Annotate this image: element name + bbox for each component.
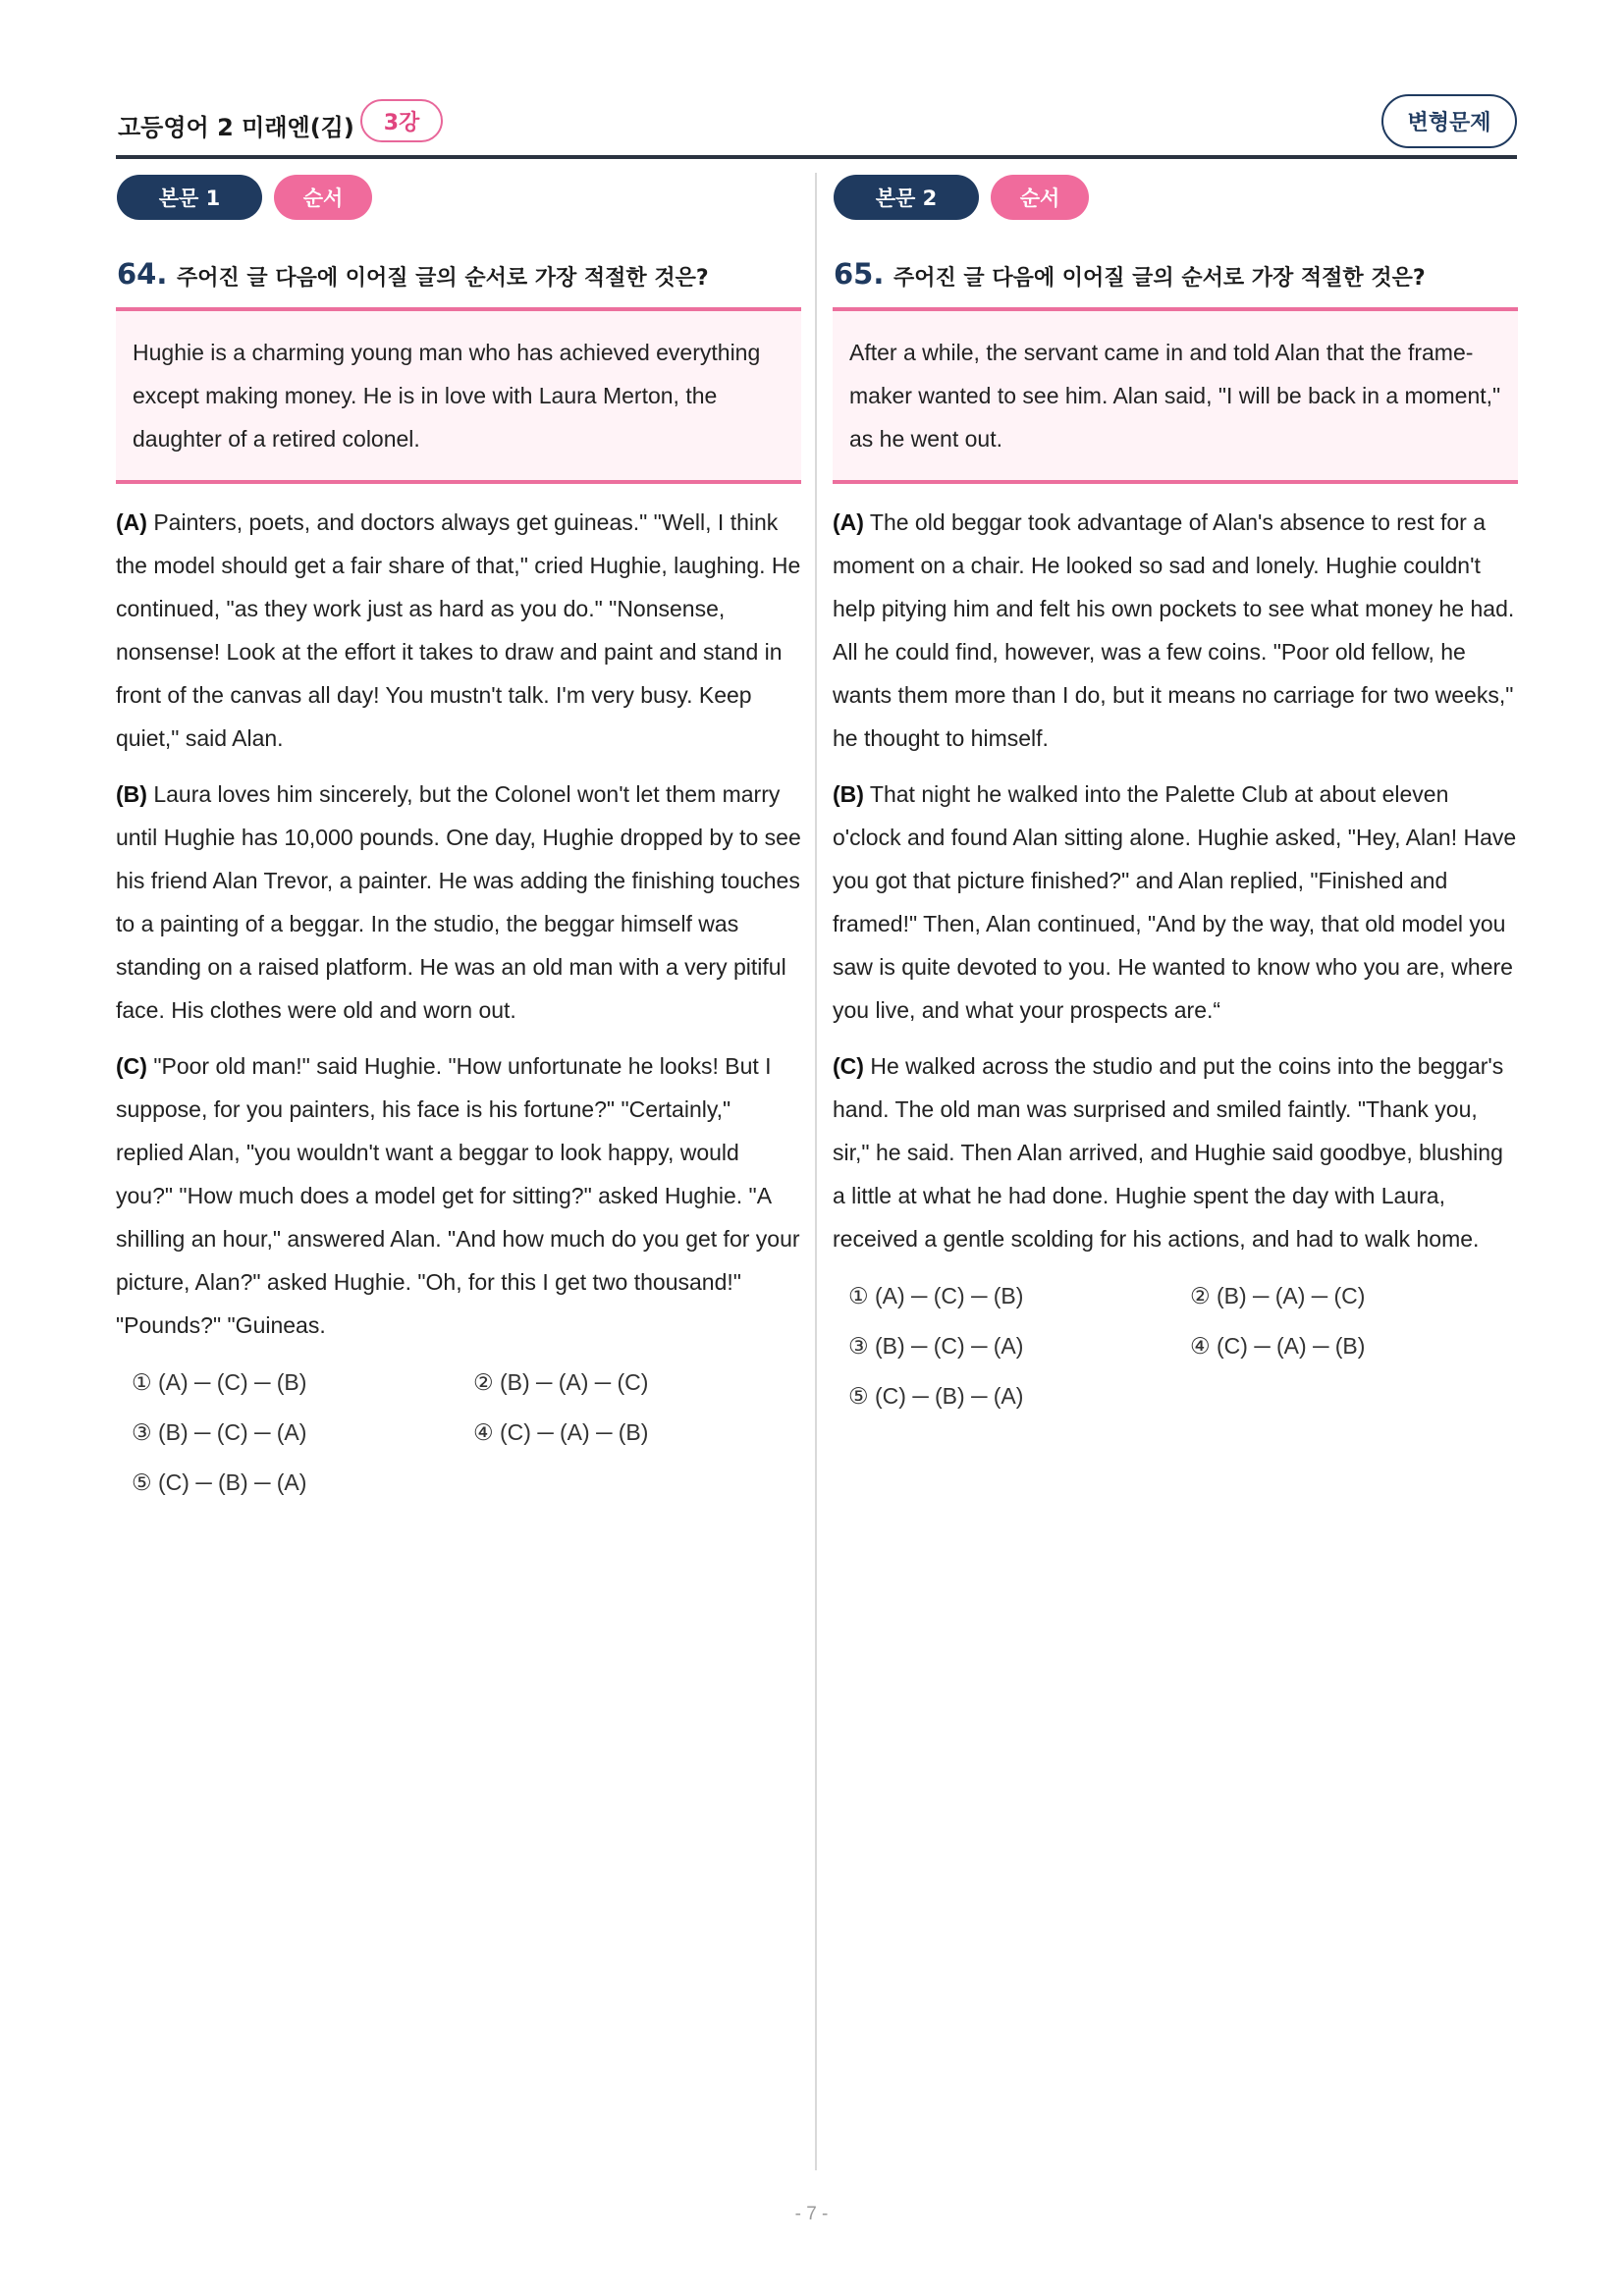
paragraph-text: Painters, poets, and doctors always get guineas." "Well, I think the model should get a fair share of that," cried Hughie, laughing. He continued, "as they work just as hard as you do." "Nonsense, nonsense! Look at the effort it takes to draw and paint and stand in front of the canvas all day! You mustn't talk. I'm very busy. Keep quiet," said Alan. <box>116 509 801 751</box>
question-line <box>116 257 801 294</box>
question-number: 65. <box>834 257 885 291</box>
paragraph-label: (B) <box>833 781 864 807</box>
choice-1[interactable]: ① (A) ─ (C) ─ (B) <box>848 1283 1024 1308</box>
given-passage: Hughie is a charming young man who has achieved everything except making money. He is in love with Laura Merton, the daughter of a retired colonel. <box>116 307 801 484</box>
paragraph-label: (C) <box>116 1053 147 1079</box>
left-column <box>116 173 801 1501</box>
paragraph-text: That night he walked into the Palette Club at about eleven o'clock and found Alan sitting alone. Hughie asked, "Hey, Alan! Have you got that picture finished?" and Alan replied, "Finished and framed!" Then, Alan continued, "And by the way, that old model you saw is quite devoted to you. He wanted to know who you are, where you live, and what your prospects are.“ <box>833 781 1517 1023</box>
column-divider <box>815 173 817 2170</box>
choice-2[interactable]: ② (B) ─ (A) ─ (C) <box>1190 1283 1366 1308</box>
paragraph-text: The old beggar took advantage of Alan's absence to rest for a moment on a chair. He looked so sad and lonely. Hughie couldn't help pitying him and felt his own pockets to see what money he had. All he could find, however, was a few coins. "Poor old fellow, he wants them more than I do, but it means no carriage for two weeks," he thought to himself. <box>833 509 1515 751</box>
paragraph-text: Laura loves him sincerely, but the Colonel won't let them marry until Hughie has 10,000 pounds. One day, Hughie dropped by to see his friend Alan Trevor, a painter. He was adding the finishing touches to a painting of a beggar. In the studio, the beggar himself was standing on a raised platform. He was an old man with a very pitiful face. His clothes were old and worn out. <box>116 781 801 1023</box>
tag-row <box>116 173 801 222</box>
paragraph-c <box>116 1044 801 1347</box>
choice-4[interactable]: ④ (C) ─ (A) ─ (B) <box>1190 1333 1366 1359</box>
answer-choices <box>116 1363 801 1501</box>
choice-4[interactable]: ④ (C) ─ (A) ─ (B) <box>473 1419 649 1445</box>
right-column <box>833 173 1518 1415</box>
choice-2[interactable]: ② (B) ─ (A) ─ (C) <box>473 1369 649 1395</box>
passage-tag: 본문 1 <box>117 175 262 220</box>
choice-5[interactable]: ⑤ (C) ─ (B) ─ (A) <box>848 1383 1024 1409</box>
paragraph-label: (C) <box>833 1053 864 1079</box>
question-number: 64. <box>117 257 168 291</box>
paragraph-label: (B) <box>116 781 147 807</box>
category-tag: 순서 <box>991 175 1089 220</box>
question-line <box>833 257 1518 294</box>
paragraph-a <box>833 501 1518 760</box>
paragraph-label: (A) <box>833 509 864 535</box>
choice-5[interactable]: ⑤ (C) ─ (B) ─ (A) <box>132 1469 307 1495</box>
page-header <box>116 94 1517 159</box>
question-text: 주어진 글 다음에 이어질 글의 순서로 가장 적절한 것은? <box>177 266 709 291</box>
paragraph-text: He walked across the studio and put the coins into the beggar's hand. The old man was surprised and smiled faintly. "Thank you, sir," he said. Then Alan arrived, and Hughie said goodbye, blushing a little at what he had done. Hughie spent the day with Laura, received a gentle scolding for his actions, and had to walk home. <box>833 1053 1504 1252</box>
lesson-badge: 3강 <box>360 99 443 142</box>
choice-1[interactable]: ① (A) ─ (C) ─ (B) <box>132 1369 307 1395</box>
paragraph-b <box>116 773 801 1032</box>
paragraph-label: (A) <box>116 509 147 535</box>
page-number: - 7 - <box>794 2204 829 2224</box>
header-rule <box>116 155 1517 159</box>
book-title: 고등영어 2 미래엔(김) <box>118 114 354 141</box>
tag-row <box>833 173 1518 222</box>
question-text: 주어진 글 다음에 이어질 글의 순서로 가장 적절한 것은? <box>893 266 1426 291</box>
category-tag: 순서 <box>274 175 372 220</box>
paragraph-b <box>833 773 1518 1032</box>
paragraph-c <box>833 1044 1518 1260</box>
passage-body <box>116 501 801 1347</box>
passage-tag: 본문 2 <box>834 175 979 220</box>
paragraph-a <box>116 501 801 760</box>
paragraph-text: "Poor old man!" said Hughie. "How unfortunate he looks! But I suppose, for you painters, his face is his fortune?" "Certainly," replied Alan, "you wouldn't want a beggar to look happy, would you?" "How much does a model get for sitting?" asked Hughie. "A shilling an hour," answered Alan. "And how much do you get for your picture, Alan?" asked Hughie. "Oh, for this I get two thousand!" "Pounds?" "Guineas. <box>116 1053 800 1338</box>
choice-3[interactable]: ③ (B) ─ (C) ─ (A) <box>132 1419 307 1445</box>
given-passage: After a while, the servant came in and told Alan that the frame- maker wanted to see him. Alan said, "I will be back in a moment," as he went out. <box>833 307 1518 484</box>
answer-choices <box>833 1277 1518 1415</box>
passage-body <box>833 501 1518 1260</box>
question-type-badge: 변형문제 <box>1381 94 1517 148</box>
choice-3[interactable]: ③ (B) ─ (C) ─ (A) <box>848 1333 1024 1359</box>
